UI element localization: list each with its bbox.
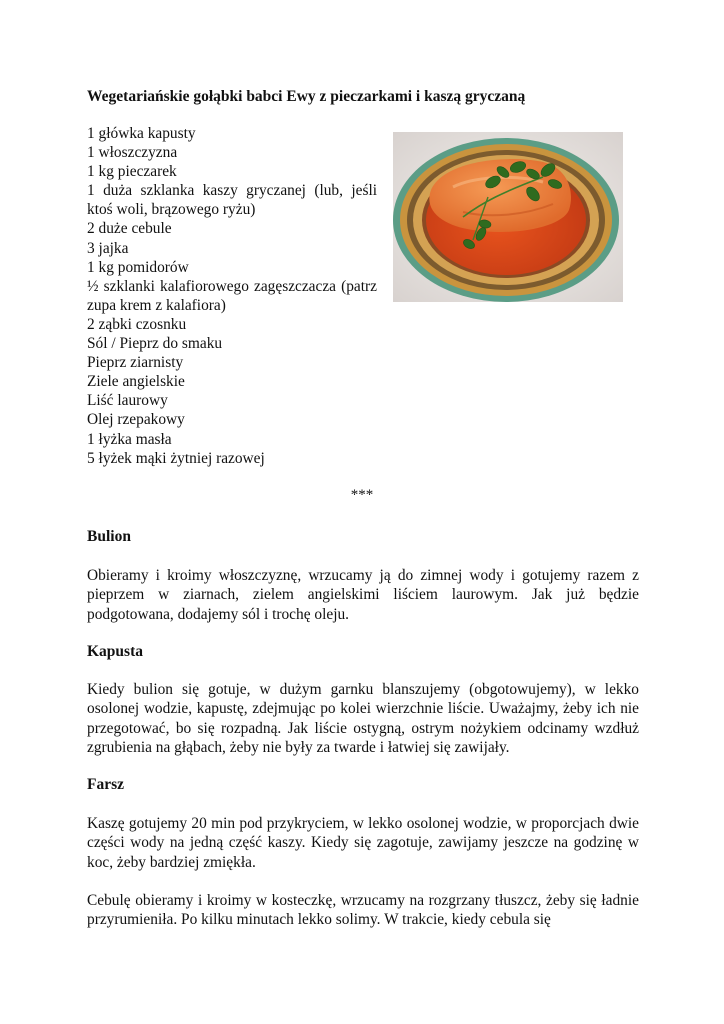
ingredient-item: Ziele angielskie [87,373,185,391]
ingredient-item: 1 kg pomidorów [87,258,189,276]
paragraph-farsz-1: Kaszę gotujemy 20 min pod przykryciem, w lekko osolonej wodzie, w proporcjach dwie części wody na jedną część kaszy. Kiedy się zagotuje, zawijamy jeszcze na godzinę w koc, żeby bardziej zmiękła. [87,815,639,871]
ingredient-item: 1 kg pieczarek [87,163,177,181]
recipe-title: Wegetariańskie gołąbki babci Ewy z pieczarkami i kaszą gryczaną [87,88,526,105]
ingredient-item: Liść laurowy [87,392,168,410]
ingredient-item: ½ szklanki kalafiorowego zagęszczacza (patrz zupa krem z kalafiora) [87,277,377,314]
dish-photo [393,132,623,302]
ingredient-item: 1 główka kapusty [87,125,196,142]
ingredient-item: 3 jajka [87,239,129,257]
section-separator: *** [350,487,374,503]
ingredient-item: 2 duże cebule [87,220,172,238]
ingredient-item: 1 łyżka masła [87,430,172,448]
ingredient-item: 1 duża szklanka kaszy gryczanej (lub, jeśli ktoś woli, brązowego ryżu) [87,182,377,219]
section-heading-farsz: Farsz [87,776,125,793]
paragraph-bulion: Obieramy i kroimy włoszczyznę, wrzucamy ją do zimnej wody i gotujemy razem z pieprzem w ziarnach, zielem angielskimi liściem laurowym. Jak już będzie podgotowana, dodajemy sól i trochę oleju. [87,567,639,623]
paragraph-farsz-2: Cebulę obieramy i kroimy w kosteczkę, wrzucamy na rozgrzany tłuszcz, żeby się ładnie przyrumieniła. Po kilku minutach lekko solimy. W trakcie, kiedy cebula się [87,892,639,929]
section-heading-kapusta: Kapusta [87,643,143,660]
ingredient-item: 5 łyżek mąki żytniej razowej [87,449,265,467]
ingredient-item: 1 włoszczyzna [87,144,178,162]
section-heading-bulion: Bulion [87,528,131,545]
ingredient-item: Sól / Pieprz do smaku [87,335,223,353]
ingredient-item: Pieprz ziarnisty [87,354,184,372]
ingredient-item: 2 ząbki czosnku [87,315,187,333]
ingredient-item: Olej rzepakowy [87,411,185,429]
paragraph-kapusta: Kiedy bulion się gotuje, w dużym garnku blanszujemy (obgotowujemy), w lekko osolonej wodzie, kapustę, zdejmując po kolei wierzchnie liście. Uważajmy, żeby ich nie przegotować, bo się rozpadną. Jak liście ostygną, ostrym nożykiem odcinamy wzdłuż zgrubienia na głąbach, żeby nie były za twarde i łatwiej się zawijały. [87,681,639,756]
ingredient-list [87,124,377,468]
